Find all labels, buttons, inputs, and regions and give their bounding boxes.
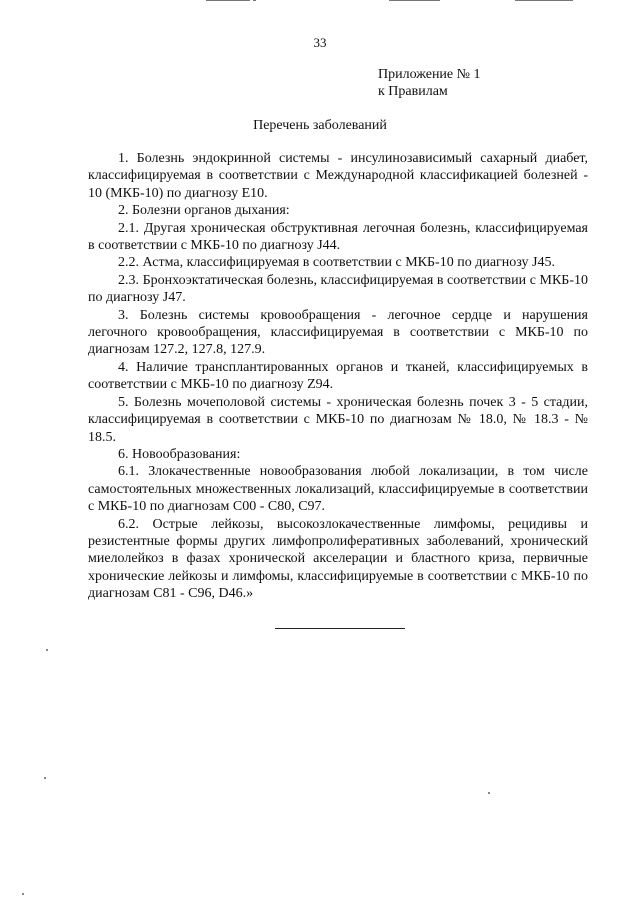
disease-list [88,150,588,603]
list-item: 1. Болезнь эндокринной системы - инсулинозависимый сахарный диабет, классифицируемая в соответствии с Международной классификацией болезней - 10 (МКБ-10) по диагнозу Е10. [88,151,588,201]
list-item: 6.2. Острые лейкозы, высокозлокачественные лимфомы, рецидивы и резистентные формы других лимфопролиферативных заболеваний, хронический миелолейкоз в фазах хронической акселерации и бластного криза, первичные хронические лейкозы и лимфомы, классифицируемые в соответствии с МКБ-10 по диагнозам С81 - С96, D46.» [88,516,588,602]
scan-speck [22,893,24,895]
list-item: 2.3. Бронхоэктатическая болезнь, классифицируемая в соответствии с МКБ-10 по диагнозу J47. [88,272,588,306]
end-divider [275,628,405,629]
scan-speck [488,792,490,794]
list-item: 4. Наличие трансплантированных органов и тканей, классифицируемых в соответствии с МКБ-10 по диагнозу Z94. [88,359,588,393]
scan-top-rule [206,0,250,1]
scan-top-rule [389,0,440,1]
list-item: 6.1. Злокачественные новообразования любой локализации, в том числе самостоятельных множественных локализаций, классифицируемые в соответствии с МКБ-10 по диагнозам С00 - С80, С97. [88,464,588,515]
appendix-number: Приложение № 1 [378,67,481,82]
appendix-reference: к Правилам [378,84,448,99]
page-number: 33 [313,35,327,50]
list-item: 5. Болезнь мочеполовой системы - хроническая болезнь почек 3 - 5 стадии, классифицируемая в соответствии с МКБ-10 по диагнозам № 18.0, № 18.3 - № 18.5. [88,394,588,445]
scan-speck [46,649,48,651]
list-item: 6. Новообразования: [118,446,241,462]
list-item: 3. Болезнь системы кровообращения - легочное сердце и нарушения легочного кровообращения, классифицируемая в соответствии с МКБ-10 по диагнозам 127.2, 127.8, 127.9. [88,307,588,358]
scan-top-rule [253,0,256,1]
page-title: Перечень заболеваний [253,118,387,133]
list-item: 2.2. Астма, классифицируемая в соответствии с МКБ-10 по диагнозу J45. [118,255,555,271]
scan-top-rule [515,0,573,1]
list-item: 2. Болезни органов дыхания: [118,203,290,219]
appendix-block [378,66,481,100]
scan-speck [44,777,46,779]
list-item: 2.1. Другая хроническая обструктивная легочная болезнь, классифицируемая в соответствии с МКБ-10 по диагнозу J44. [88,220,588,254]
